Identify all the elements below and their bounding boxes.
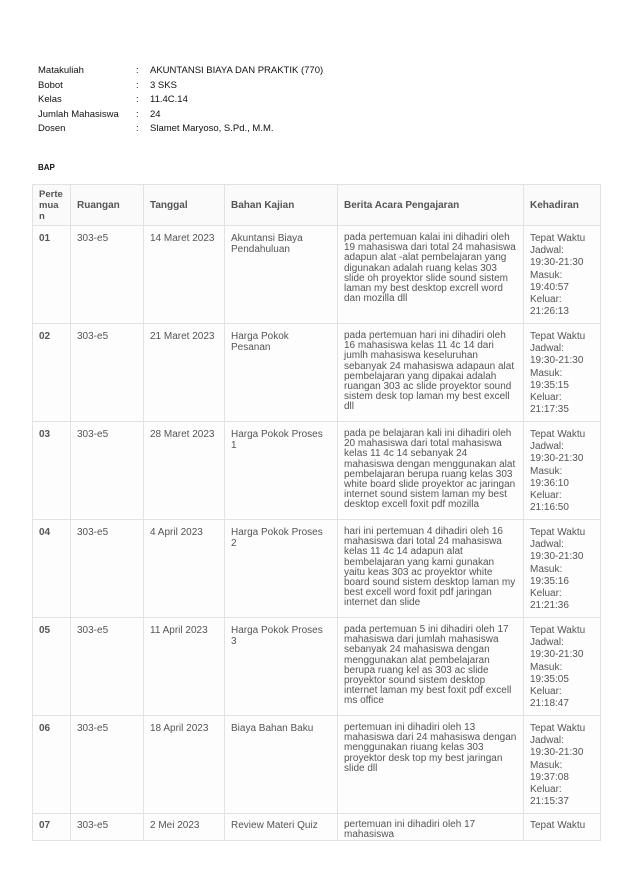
cell-berita-acara: pada pertemuan 5 ini dihadiri oleh 17 mahasiswa dari jumlah mahasiswa sebanyak 24 mahasiswa dengan menggunakan alat pembelajaran berupa ruang kel as 303 ac slide proyektor sound sistem desktop internet laman my best foxit pdf excell ms office bbox=[338, 618, 524, 716]
check-in-value: 19:36:10 bbox=[530, 477, 569, 489]
cell-ruangan: 303-e5 bbox=[71, 814, 144, 841]
schedule-label: Jadwal: bbox=[530, 637, 564, 649]
info-label: Jumlah Mahasiswa bbox=[38, 108, 119, 120]
check-out-label: Keluar: bbox=[530, 784, 562, 796]
check-in-value: 19:35:16 bbox=[530, 575, 569, 587]
cell-ruangan: 303-e5 bbox=[71, 716, 144, 814]
cell-pertemuan: 03 bbox=[33, 422, 71, 520]
cell-berita-acara: pertemuan ini dihadiri oleh 17 mahasiswa bbox=[338, 814, 524, 841]
cell-tanggal: 28 Maret 2023 bbox=[144, 422, 225, 520]
schedule-value: 19:30-21:30 bbox=[530, 355, 584, 367]
table-row bbox=[33, 814, 601, 841]
info-value: 24 bbox=[150, 108, 161, 120]
info-row-matakuliah bbox=[38, 64, 323, 79]
cell-tanggal: 2 Mei 2023 bbox=[144, 814, 225, 841]
check-out-value: 21:16:50 bbox=[530, 502, 569, 514]
check-out-label: Keluar: bbox=[530, 588, 562, 600]
cell-tanggal: 4 April 2023 bbox=[144, 520, 225, 618]
attendance-status: Tepat Waktu bbox=[530, 233, 586, 244]
info-value: Slamet Maryoso, S.Pd., M.M. bbox=[150, 123, 274, 134]
table-row bbox=[33, 226, 601, 324]
check-in-label: Masuk: bbox=[530, 563, 563, 575]
cell-kehadiran bbox=[524, 520, 601, 618]
cell-bahan-kajian: Akuntansi Biaya Pendahuluan bbox=[225, 226, 338, 324]
table-row bbox=[33, 422, 601, 520]
info-row-kelas bbox=[38, 93, 323, 108]
attendance-status: Tepat Waktu bbox=[530, 527, 586, 538]
cell-berita-acara: pada pertemuan kalai ini dihadiri oleh 19 mahasiswa dari total 24 mahasiswa adapun alat -alat pembelajaran yang digunakan adalah ruang kelas 303 slide oh proyektor slide sound sistem laman my best desktop excrell word dan mozilla dll bbox=[338, 226, 524, 324]
cell-berita-acara: pertemuan ini dihadiri oleh 13 mahasiswa dari 24 mahasiswa dengan menggunakan riuang kelas 303 proyektor desk top my best jaringan slide dll bbox=[338, 716, 524, 814]
cell-ruangan: 303-e5 bbox=[71, 618, 144, 716]
table-row bbox=[33, 618, 601, 716]
cell-kehadiran bbox=[524, 226, 601, 324]
check-in-label: Masuk: bbox=[530, 367, 563, 379]
cell-kehadiran bbox=[524, 814, 601, 841]
column-header-berita-acara: Berita Acara Pengajaran bbox=[338, 185, 524, 226]
cell-ruangan: 303-e5 bbox=[71, 324, 144, 422]
check-out-label: Keluar: bbox=[530, 392, 562, 404]
check-out-label: Keluar: bbox=[530, 490, 562, 502]
info-row-jumlah-mahasiswa bbox=[38, 108, 323, 123]
attendance-status: Tepat Waktu bbox=[530, 723, 586, 734]
cell-bahan-kajian: Review Materi Quiz bbox=[225, 814, 338, 841]
column-header-bahan-kajian: Bahan Kajian bbox=[225, 185, 338, 226]
check-in-label: Masuk: bbox=[530, 269, 563, 281]
check-in-label: Masuk: bbox=[530, 465, 563, 477]
schedule-label: Jadwal: bbox=[530, 539, 564, 551]
cell-kehadiran bbox=[524, 716, 601, 814]
cell-pertemuan: 06 bbox=[33, 716, 71, 814]
cell-tanggal: 21 Maret 2023 bbox=[144, 324, 225, 422]
info-separator: : bbox=[136, 108, 139, 120]
attendance-status: Tepat Waktu bbox=[530, 625, 586, 636]
check-in-value: 19:35:15 bbox=[530, 379, 569, 391]
cell-berita-acara: pada pe belajaran kali ini dihadiri oleh 20 mahasiswa dari total mahasiswa kelas 11 4c 14 sebanyak 24 mahasiswa dengan menggunakan alat pembelajaran berupa ruang kelas 303 white board slide proyektor ac jaringan internet sound sistem laman my best desktop excell foxit pdf mozilla bbox=[338, 422, 524, 520]
column-header-pertemuan: Pertemuan bbox=[33, 185, 71, 226]
cell-bahan-kajian: Harga Pokok Proses 2 bbox=[225, 520, 338, 618]
check-out-label: Keluar: bbox=[530, 686, 562, 698]
schedule-value: 19:30-21:30 bbox=[530, 257, 584, 269]
schedule-label: Jadwal: bbox=[530, 441, 564, 453]
column-header-tanggal: Tanggal bbox=[144, 185, 225, 226]
cell-bahan-kajian: Harga Pokok Proses 1 bbox=[225, 422, 338, 520]
cell-kehadiran bbox=[524, 324, 601, 422]
schedule-value: 19:30-21:30 bbox=[530, 551, 584, 563]
schedule-label: Jadwal: bbox=[530, 343, 564, 355]
check-in-value: 19:35:05 bbox=[530, 673, 569, 685]
table-row bbox=[33, 324, 601, 422]
info-label: Dosen bbox=[38, 123, 66, 134]
check-out-label: Keluar: bbox=[530, 294, 562, 306]
attendance-status: Tepat Waktu bbox=[530, 429, 586, 440]
check-in-label: Masuk: bbox=[530, 661, 563, 673]
table-header-row bbox=[33, 185, 601, 226]
info-label: Kelas bbox=[38, 94, 62, 105]
cell-pertemuan: 02 bbox=[33, 324, 71, 422]
info-separator: : bbox=[136, 123, 139, 134]
info-label: Bobot bbox=[38, 79, 63, 91]
cell-tanggal: 14 Maret 2023 bbox=[144, 226, 225, 324]
cell-ruangan: 303-e5 bbox=[71, 226, 144, 324]
check-out-value: 21:26:13 bbox=[530, 306, 569, 318]
section-title: BAP bbox=[38, 163, 55, 172]
cell-ruangan: 303-e5 bbox=[71, 422, 144, 520]
cell-ruangan: 303-e5 bbox=[71, 520, 144, 618]
bap-table bbox=[32, 184, 601, 841]
schedule-label: Jadwal: bbox=[530, 735, 564, 747]
table-row bbox=[33, 520, 601, 618]
check-out-value: 21:17:35 bbox=[530, 404, 569, 416]
cell-tanggal: 11 April 2023 bbox=[144, 618, 225, 716]
schedule-value: 19:30-21:30 bbox=[530, 649, 584, 661]
cell-bahan-kajian: Harga Pokok Proses 3 bbox=[225, 618, 338, 716]
info-value: 11.4C.14 bbox=[150, 94, 188, 105]
cell-pertemuan: 05 bbox=[33, 618, 71, 716]
table-row bbox=[33, 716, 601, 814]
info-value: 3 SKS bbox=[150, 79, 177, 91]
check-out-value: 21:15:37 bbox=[530, 796, 569, 808]
info-separator: : bbox=[136, 65, 139, 76]
cell-pertemuan: 01 bbox=[33, 226, 71, 324]
check-in-value: 19:40:57 bbox=[530, 281, 569, 293]
info-separator: : bbox=[136, 94, 139, 105]
cell-pertemuan: 07 bbox=[33, 814, 71, 841]
info-value: AKUNTANSI BIAYA DAN PRAKTIK (770) bbox=[150, 65, 324, 76]
cell-berita-acara: pada pertemuan hari ini dihadiri oleh 16 mahasiswa kelas 11 4c 14 dari jumlh mahasiswa keseluruhan sebanyak 24 mahasiswa adapaun alat pembelajaran yang dipakai adalah ruangan 303 ac slide proyektor sound sistem desk top laman my best excell dll bbox=[338, 324, 524, 422]
schedule-value: 19:30-21:30 bbox=[530, 453, 584, 465]
attendance-status: Tepat Waktu bbox=[530, 820, 586, 831]
schedule-label: Jadwal: bbox=[530, 245, 564, 257]
cell-berita-acara: hari ini pertemuan 4 dihadiri oleh 16 mahasiswa dari total 24 mahasiswa kelas 11 4c 14 adapun alat bembelajaran yang kami gunakan yaitu keas 303 ac proyektor white board sound sistem desktop laman my best excell word foxit pdf jaringan internet dan slide bbox=[338, 520, 524, 618]
check-in-value: 19:37:08 bbox=[530, 771, 569, 783]
cell-tanggal: 18 April 2023 bbox=[144, 716, 225, 814]
cell-kehadiran bbox=[524, 422, 601, 520]
cell-pertemuan: 04 bbox=[33, 520, 71, 618]
info-row-bobot bbox=[38, 79, 323, 94]
info-label: Matakuliah bbox=[38, 65, 84, 76]
cell-bahan-kajian: Biaya Bahan Baku bbox=[225, 716, 338, 814]
check-out-value: 21:18:47 bbox=[530, 698, 569, 710]
info-separator: : bbox=[136, 79, 139, 91]
cell-kehadiran bbox=[524, 618, 601, 716]
check-out-value: 21:21:36 bbox=[530, 600, 569, 612]
check-in-label: Masuk: bbox=[530, 759, 563, 771]
attendance-status: Tepat Waktu bbox=[530, 331, 586, 342]
cell-bahan-kajian: Harga Pokok Pesanan bbox=[225, 324, 338, 422]
course-info bbox=[38, 64, 323, 137]
column-header-ruangan: Ruangan bbox=[71, 185, 144, 226]
column-header-kehadiran: Kehadiran bbox=[524, 185, 601, 226]
schedule-value: 19:30-21:30 bbox=[530, 747, 584, 759]
info-row-dosen bbox=[38, 122, 323, 137]
